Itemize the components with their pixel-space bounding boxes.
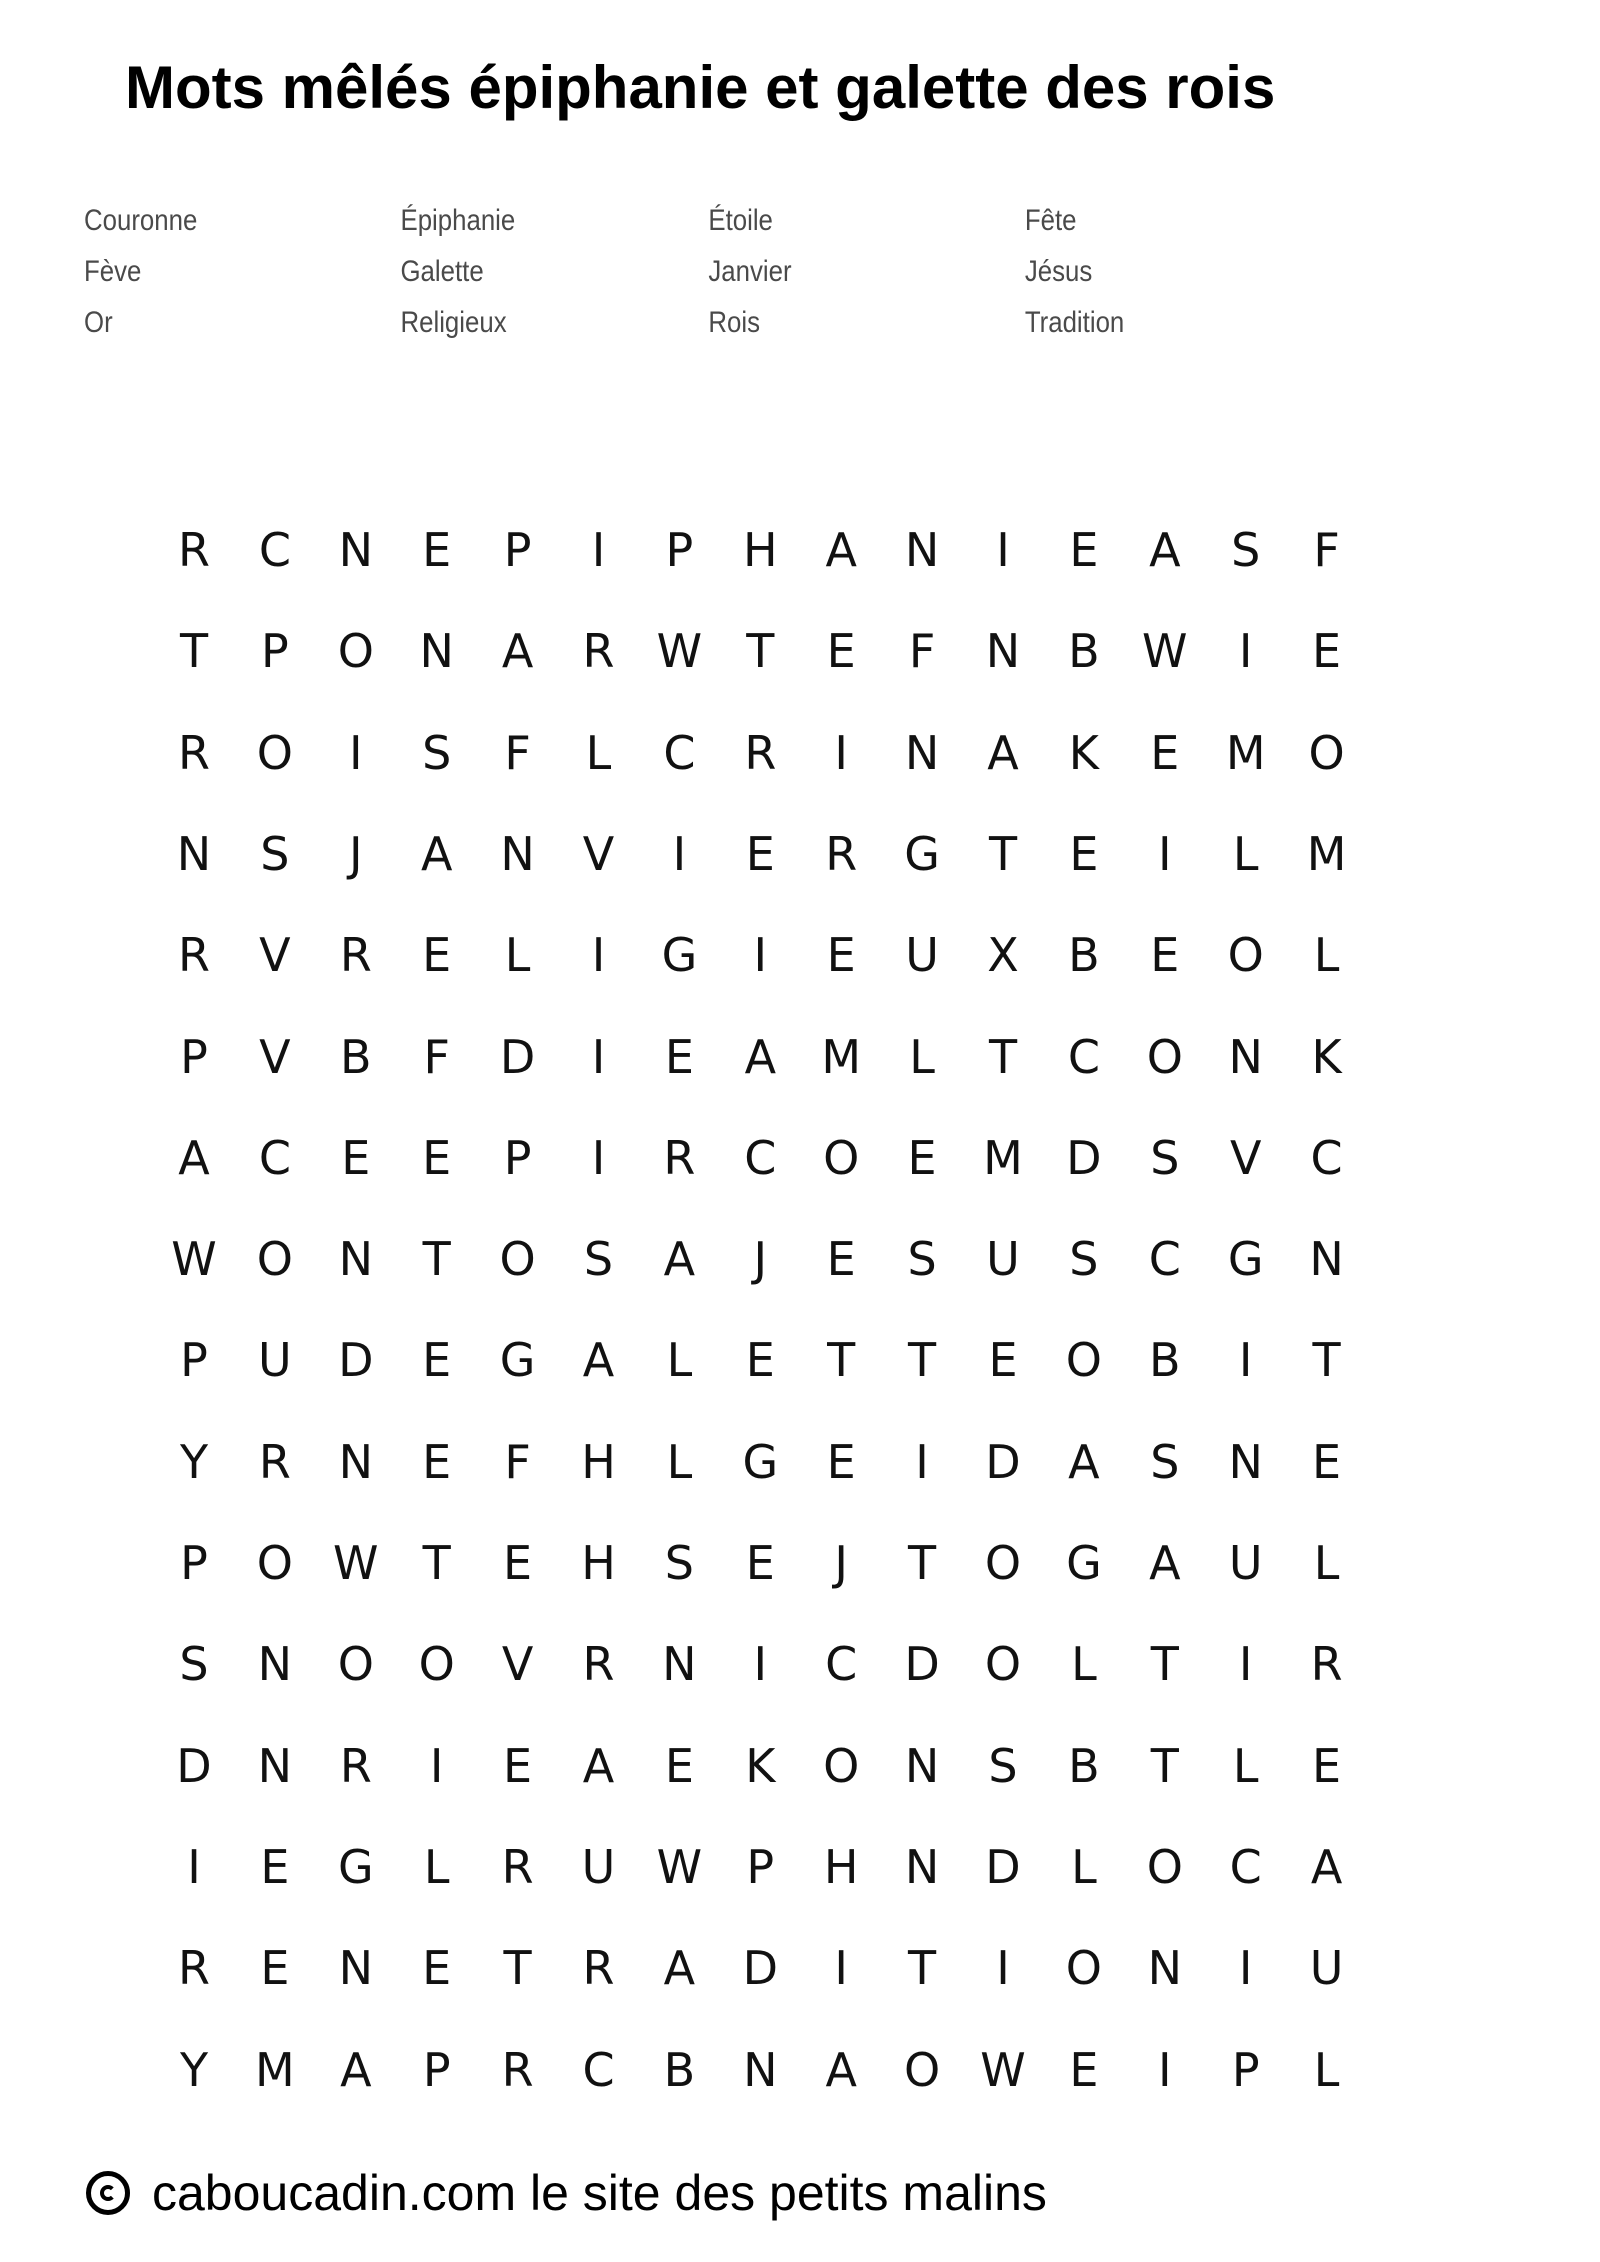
grid-cell: W [656,1839,703,1894]
grid-cell: F [504,1434,531,1489]
grid-cell: L [585,725,612,780]
grid-cell: D [499,1029,536,1084]
grid-cell: P [665,523,694,577]
grid-cell: H [581,1434,616,1489]
grid-cell: S [260,826,290,881]
word-list-item: Galette [400,255,484,288]
grid-cell: K [1068,725,1099,780]
grid-cell: N [338,1232,373,1287]
grid-cell: L [666,1434,693,1489]
grid-cell: I [996,1941,1010,1996]
word-list-item: Rois [708,306,760,339]
grid-cell: E [422,1434,452,1489]
grid-cell: P [1231,2042,1260,2097]
grid-cell: R [339,1738,372,1793]
grid-cell: D [985,1839,1021,1894]
grid-cell: S [1069,1232,1099,1287]
word-list-item: Épiphanie [400,204,516,237]
grid-cell: R [825,826,858,881]
grid-cell: A [1149,1536,1181,1590]
grid-cell: E [745,826,775,881]
grid-cell: B [663,2042,696,2097]
grid-cell: O [984,1536,1022,1590]
grid-cell: R [258,1434,291,1489]
grid-cell: R [501,1839,534,1894]
grid-cell: C [258,523,291,577]
grid-cell: N [338,1434,373,1489]
word-list-item: Fête [1024,204,1077,237]
grid-cell: G [337,1839,374,1894]
grid-cell: X [987,928,1019,983]
grid-cell: A [178,1130,210,1185]
copyright-icon [86,2171,130,2215]
grid-cell: O [499,1232,536,1287]
grid-cell: E [260,1839,290,1894]
grid-cell: N [1228,1029,1263,1084]
grid-cell: C [1067,1029,1100,1084]
grid-cell: E [1150,928,1180,983]
grid-cell: V [1229,1130,1262,1185]
grid-cell: D [176,1738,212,1793]
grid-cell: R [582,1637,615,1692]
grid-cell: L [1071,1637,1097,1692]
grid-cell: E [422,1333,452,1388]
grid-cell: E [422,1941,452,1996]
grid-cell: Y [179,1434,209,1489]
grid-cell: O [1065,1333,1102,1388]
grid-cell: M [983,1130,1023,1185]
grid-cell: F [423,1029,450,1084]
grid-cell: S [422,725,452,780]
grid-cell: I [1158,826,1172,881]
grid-cell: I [349,725,363,780]
grid-cell: D [904,1637,940,1692]
grid-cell: R [178,523,210,577]
grid-cell: A [825,2042,857,2097]
grid-cell: P [261,624,289,679]
grid-cell: I [591,1130,606,1185]
grid-cell: M [1306,826,1347,881]
grid-cell: I [591,928,606,983]
grid-cell: G [499,1333,536,1388]
grid-cell: T [1150,1738,1179,1793]
grid-cell: T [988,826,1018,881]
grid-cell: R [178,928,210,983]
grid-cell: T [503,1941,532,1996]
grid-cell: S [1150,1130,1180,1185]
grid-cell: S [1150,1434,1180,1489]
grid-cell: A [663,1941,696,1996]
grid-cell: E [1150,725,1180,780]
grid-cell: D [742,1941,778,1996]
grid-cell: P [746,1839,775,1894]
grid-cell: O [823,1130,860,1185]
grid-cell: T [908,1536,937,1590]
page-title: Mots mêlés épiphanie et galette des rois [125,54,1276,121]
grid-cell: E [260,1941,290,1996]
grid-cell: V [501,1637,534,1692]
grid-cell: F [1313,523,1340,577]
grid-cell: B [1068,928,1100,983]
grid-cell: T [908,1941,937,1996]
grid-cell: N [257,1637,293,1692]
grid-cell: T [827,1333,856,1388]
grid-cell: R [1310,1637,1343,1692]
grid-cell: O [337,624,374,679]
grid-cell: E [664,1029,694,1084]
grid-cell: A [744,1029,777,1084]
grid-cell: I [187,1839,201,1894]
grid-cell: S [583,1232,614,1287]
grid-cell: C [825,1637,858,1692]
grid-cell: D [338,1333,374,1388]
grid-cell: N [985,624,1021,679]
grid-cell: U [905,928,939,983]
grid-cell: I [753,928,768,983]
grid-cell: B [1149,1333,1181,1388]
grid-cell: W [656,624,703,679]
grid-cell: I [672,826,687,881]
grid-cell: I [1238,1637,1253,1692]
grid-cell: L [1071,1839,1097,1894]
grid-cell: O [984,1637,1022,1692]
grid-cell: O [256,1232,293,1287]
grid-cell: G [904,826,940,881]
grid-cell: B [1068,1738,1100,1793]
grid-cell: Y [179,2042,209,2097]
word-list-item: Janvier [708,255,792,288]
grid-cell: T [1312,1333,1341,1388]
grid-cell: I [834,725,848,780]
grid-cell: L [1313,928,1340,983]
grid-cell: A [1310,1839,1343,1894]
grid-cell: E [826,1232,856,1287]
grid-cell: U [1228,1536,1263,1590]
grid-cell: N [904,725,940,780]
grid-cell: O [337,1637,374,1692]
grid-cell: S [907,1232,937,1287]
grid-cell: I [1238,1941,1253,1996]
grid-cell: L [504,928,531,983]
grid-cell: N [743,2042,778,2097]
grid-cell: A [582,1333,615,1388]
grid-cell: S [179,1637,209,1692]
grid-cell: O [1146,1029,1183,1084]
grid-cell: T [1150,1637,1179,1692]
grid-cell: E [1069,826,1099,881]
grid-cell: U [581,1839,616,1894]
grid-cell: K [1311,1029,1342,1084]
grid-cell: P [180,1536,208,1590]
grid-cell: T [179,624,209,679]
grid-cell: V [259,928,291,983]
grid-cell: E [422,928,452,983]
grid-cell: C [1310,1130,1343,1185]
grid-cell: E [826,928,856,983]
grid-cell: A [987,725,1019,780]
grid-cell: L [1313,1536,1340,1590]
grid-cell: W [1142,624,1188,679]
footer-text: caboucadin.com le site des petits malins [152,2165,1047,2221]
grid-cell: L [1232,826,1259,881]
grid-cell: N [500,826,535,881]
grid-cell: A [1068,1434,1100,1489]
grid-cell: D [985,1434,1021,1489]
grid-cell: S [1231,523,1261,577]
word-list-item: Couronne [84,204,198,237]
grid-cell: E [907,1130,937,1185]
footer [86,2158,1047,2228]
word-list-item: Or [84,306,113,339]
grid-cell: L [1313,2042,1340,2097]
grid-cell: E [1312,1434,1342,1489]
grid-cell: E [826,624,856,679]
grid-cell: A [663,1232,696,1287]
grid-cell: E [1069,523,1099,577]
grid-cell: A [420,826,453,881]
grid-cell: R [178,725,210,780]
grid-cell: U [986,1232,1020,1287]
grid-cell: E [503,1536,533,1590]
grid-cell: N [338,523,373,577]
grid-cell: C [663,725,696,780]
grid-cell: B [1068,624,1100,679]
grid-cell: N [176,826,212,881]
grid-cell: R [582,1941,615,1996]
grid-cell: O [418,1637,455,1692]
grid-cell: G [1227,1232,1264,1287]
grid-cell: U [1309,1941,1344,1996]
grid-cell: E [664,1738,694,1793]
grid-cell: F [504,725,531,780]
grid-cell: J [834,1536,848,1590]
grid-cell: S [988,1738,1018,1793]
grid-cell: O [1308,725,1345,780]
grid-cell: T [422,1232,451,1287]
grid-cell: K [745,1738,776,1793]
grid-cell: T [422,1536,451,1590]
grid-cell: A [825,523,857,577]
grid-cell: V [259,1029,291,1084]
grid-cell: P [503,523,532,577]
grid-cell: L [909,1029,935,1084]
grid-cell: P [503,1130,532,1185]
grid-cell: N [904,1839,940,1894]
grid-cell: R [663,1130,696,1185]
grid-cell: I [1238,624,1253,679]
grid-cell: I [591,523,606,577]
grid-cell: L [423,1839,450,1894]
grid-cell: W [171,1232,217,1287]
grid-cell: H [743,523,778,577]
grid-cell: O [903,2042,941,2097]
grid-cell: G [1066,1536,1102,1590]
grid-cell: I [996,523,1010,577]
grid-cell: E [503,1738,533,1793]
grid-cell: O [1065,1941,1102,1996]
grid-cell: T [746,624,775,679]
grid-cell: O [1146,1839,1183,1894]
grid-cell: N [1309,1232,1344,1287]
grid-cell: A [340,2042,372,2097]
grid-cell: N [904,523,940,577]
grid-cell: E [1312,624,1342,679]
grid-cell: N [419,624,454,679]
word-list-item: Étoile [708,204,773,237]
grid-cell: U [258,1333,292,1388]
grid-cell: O [256,725,293,780]
grid-cell: N [662,1637,697,1692]
grid-cell: L [666,1333,693,1388]
grid-cell: R [178,1941,210,1996]
grid-cell: C [1229,1839,1262,1894]
grid-cell: J [753,1232,768,1287]
grid-cell: N [1228,1434,1263,1489]
grid-cell: C [582,2042,615,2097]
grid-cell: R [582,624,615,679]
grid-cell: R [339,928,372,983]
grid-cell: M [1225,725,1266,780]
grid-cell: N [904,1738,940,1793]
word-list-item: Fève [84,255,142,288]
grid-cell: I [1238,1333,1253,1388]
grid-cell: O [1227,928,1264,983]
grid-cell: W [980,2042,1026,2097]
grid-cell: R [501,2042,534,2097]
grid-cell: G [742,1434,779,1489]
grid-cell: L [1232,1738,1259,1793]
grid-cell: I [753,1637,768,1692]
grid-cell: O [823,1738,860,1793]
grid-cell: N [1147,1941,1182,1996]
grid-cell: M [255,2042,295,2097]
grid-cell: M [821,1029,862,1084]
grid-cell: P [422,2042,451,2097]
grid-cell: A [1149,523,1181,577]
grid-cell: O [256,1536,293,1590]
word-list-item: Religieux [400,306,507,339]
grid-cell: C [258,1130,291,1185]
grid-cell: H [581,1536,616,1590]
grid-cell: E [341,1130,371,1185]
grid-cell: N [257,1738,293,1793]
grid-cell: T [988,1029,1018,1084]
grid-cell: I [915,1434,929,1489]
grid-cell: E [1069,2042,1099,2097]
grid-cell: I [429,1738,444,1793]
grid-cell: A [501,624,534,679]
grid-cell: A [582,1738,615,1793]
grid-cell: E [422,1130,452,1185]
grid-cell: I [834,1941,848,1996]
grid-cell: E [1312,1738,1342,1793]
grid-cell: E [745,1333,775,1388]
grid-cell: E [745,1536,775,1590]
grid-cell: P [180,1333,208,1388]
grid-cell: C [1148,1232,1181,1287]
grid-cell: T [908,1333,937,1388]
grid-cell: G [661,928,698,983]
grid-cell: S [664,1536,694,1590]
grid-cell: E [988,1333,1018,1388]
grid-cell: C [744,1130,777,1185]
grid-cell: E [422,523,452,577]
grid-cell: E [826,1434,856,1489]
grid-cell: F [908,624,936,679]
grid-cell: B [340,1029,372,1084]
grid-cell: P [180,1029,208,1084]
grid-cell: J [349,826,363,881]
grid-cell: I [591,1029,606,1084]
word-list-item: Tradition [1024,306,1125,339]
word-list-item: Jésus [1024,255,1093,288]
grid-cell: N [338,1941,373,1996]
grid-cell: D [1066,1130,1102,1185]
grid-cell: I [1158,2042,1172,2097]
grid-cell: R [744,725,777,780]
grid-cell: H [823,1839,859,1894]
grid-cell: W [333,1536,379,1590]
grid-cell: V [582,826,615,881]
